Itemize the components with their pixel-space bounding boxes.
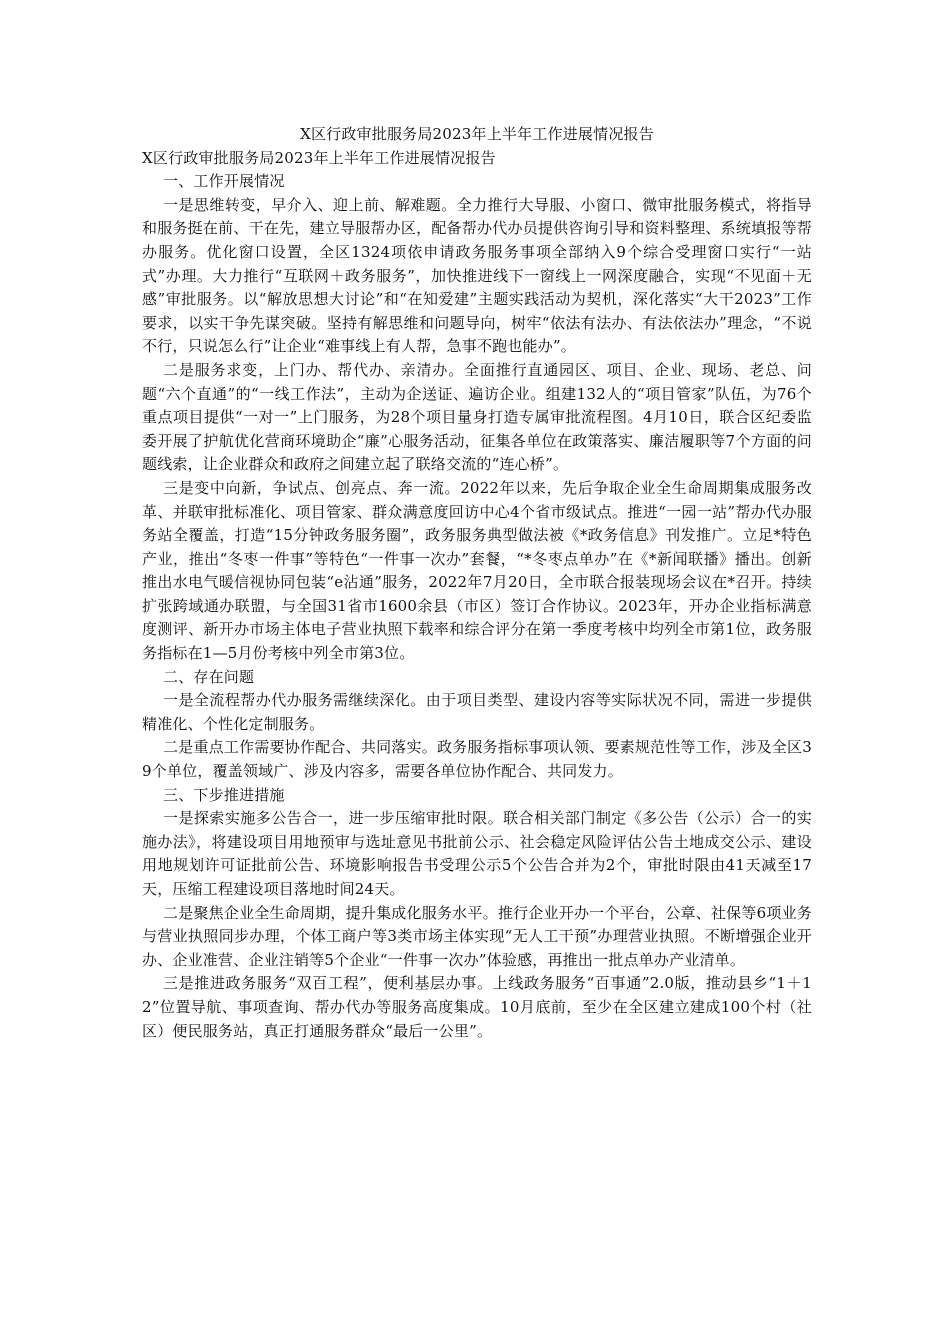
section-heading-existing-problems: 二、存在问题 [163,667,255,686]
document-title: X区行政审批服务局2023年上半年工作进展情况报告 [300,125,654,143]
paragraph-mindset-change: 一是思维转变，早介入、迎上前、解难题。全力推行大导服、小窗口、微审批服务模式，将指导和服务挺在前、干在先，建立导服帮办区，配备帮办代办员提供咨询引导和资料整理、系统填报等帮办服务。优化窗口设置，全区1324项依申请政务服务事项全部纳入9个综合受理窗口实行“一站式”办理。大力推行“互联网＋政务服务”，加快推进线下一窗线上一网深度融合，实现“不见面＋无感”审批服务。以“解放思想大讨论”和“在知爱建”主题实践活动为契机，深化落实“大干2023”工作要求，以实干争先谋突破。坚持有解思维和问题导向，树牢“依法有法办、有法依法办”理念，“不说不行，只说怎么行”让企业“难事线上有人帮，急事不跑也能办”。 [142,195,812,356]
section-heading-next-steps: 三、下步推进措施 [163,785,285,804]
paragraph-service-change: 二是服务求变，上门办、帮代办、亲清办。全面推行直通园区、项目、企业、现场、老总、问题“六个直通”的“一线工作法”，主动为企送证、遍访企业。组建132人的“项目管家”队伍，为76个重点项目提供“一对一”上门服务，为28个项目量身打造专属审批流程图。4月10日，联合区纪委监委开展了护航优化营商环境助企“廉”心服务活动，征集各单位在政策落实、廉洁履职等7个方面的问题线索，让企业群众和政府之间建立起了联络交流的“连心桥”。 [142,360,812,474]
paragraph-next-step-two: 二是聚焦企业全生命周期，提升集成化服务水平。推行企业开办一个平台，公章、社保等6项业务与营业执照同步办理，个体工商户等3类市场主体实现“无人工干预”办理营业执照。不断增强企业开办、企业准营、企业注销等5个企业“一件事一次办”体验感，再推出一批点单办产业清单。 [142,903,812,969]
paragraph-problem-two: 二是重点工作需要协作配合、共同落实。政务服务指标事项认领、要素规范性等工作，涉及全区39个单位，覆盖领域广、涉及内容多，需要各单位协作配合、共同发力。 [142,738,812,781]
paragraph-next-step-one: 一是探索实施多公告合一，进一步压缩审批时限。联合相关部门制定《多公告（公示）合一的实施办法》，将建设项目用地预审与选址意见书批前公示、社会稳定风险评估公告土地成交公示、建设用地规划许可证批前公告、环境影响报告书受理公示5个公告合并为2个，审批时限由41天减至17天，压缩工程建设项目落地时间24天。 [142,809,812,898]
paragraph-innovation: 三是变中向新，争试点、创亮点、奔一流。2022年以来，先后争取企业全生命周期集成服务改革、并联审批标准化、项目管家、群众满意度回访中心4个省市级试点。推进“一园一站”帮办代办服务站全覆盖，打造“15分钟政务服务圈”，政务服务典型做法被《*政务信息》刊发推广。立足*特色产业，推出“冬枣一件事”等特色“一件事一次办”套餐，“*冬枣点单办”在《*新闻联播》播出。创新推出水电气暖信视协同包装“e沾通”服务，2022年7月20日，全市联合报装现场会议在*召开。持续扩张跨域通办联盟，与全国31省市1600余县（市区）签订合作协议。2023年，开办企业指标满意度测评、新开办市场主体电子营业执照下载率和综合评分在第一季度考核中均列全市第1位，政务服务指标在1—5月份考核中列全市第3位。 [142,478,812,663]
paragraph-problem-one: 一是全流程帮办代办服务需继续深化。由于项目类型、建设内容等实际状况不同，需进一步提供精准化、个性化定制服务。 [142,691,812,733]
paragraph-next-step-three: 三是推进政务服务“双百工程”，便利基层办事。上线政务服务“百事通”2.0版，推动县乡“1＋12”位置导航、事项查询、帮办代办等服务高度集成。10月底前，至少在全区建立建成100个村（社区）便民服务站，真正打通服务群众“最后一公里”。 [142,974,812,1040]
section-heading-work-progress: 一、工作开展情况 [163,172,285,191]
document-body [142,123,812,1043]
document-subtitle: X区行政审批服务局2023年上半年工作进展情况报告 [142,148,496,167]
